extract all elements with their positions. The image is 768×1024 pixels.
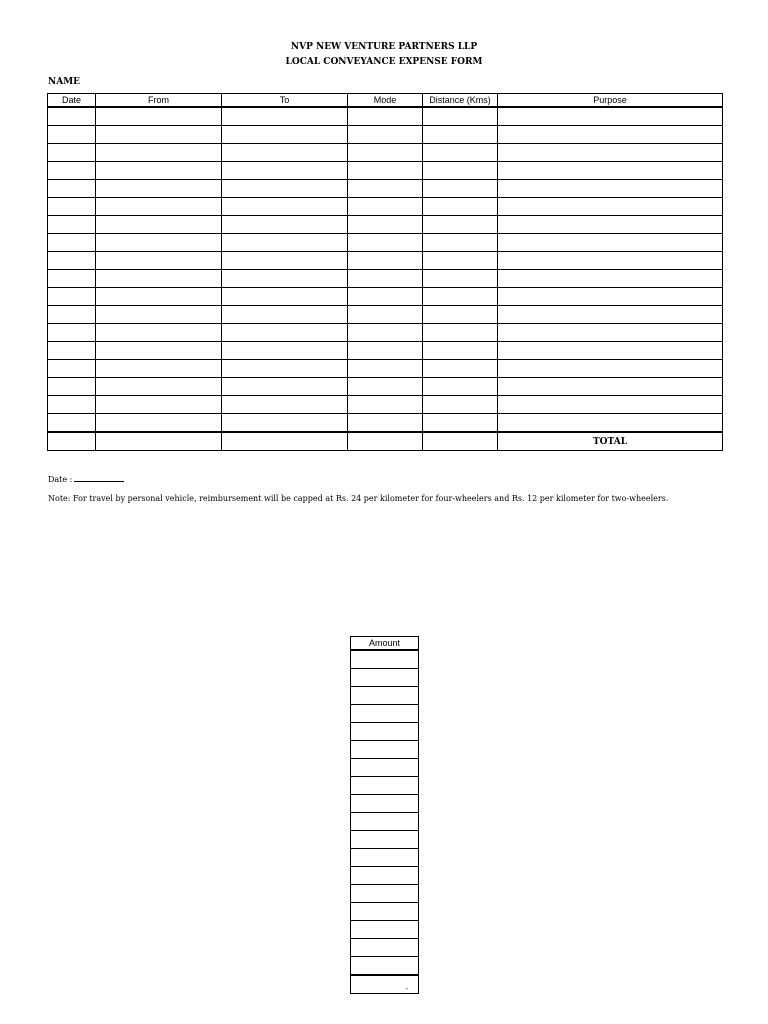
table-row — [351, 723, 419, 741]
distance-cell[interactable] — [423, 107, 498, 126]
table-row — [351, 741, 419, 759]
amount-cell[interactable] — [351, 849, 419, 867]
purpose-cell[interactable] — [498, 162, 723, 180]
date-cell[interactable] — [48, 180, 96, 198]
from-cell[interactable] — [96, 252, 222, 270]
column-header-from: From — [96, 94, 222, 108]
purpose-cell[interactable] — [498, 252, 723, 270]
date-cell[interactable] — [48, 378, 96, 396]
table-row — [351, 921, 419, 939]
purpose-cell[interactable] — [498, 107, 723, 126]
from-cell[interactable] — [96, 144, 222, 162]
table-row — [48, 270, 723, 288]
table-row — [351, 669, 419, 687]
distance-cell[interactable] — [423, 342, 498, 360]
to-cell[interactable] — [222, 396, 348, 414]
to-cell[interactable] — [222, 216, 348, 234]
table-row — [48, 378, 723, 396]
amount-cell[interactable] — [351, 705, 419, 723]
table-row — [351, 831, 419, 849]
from-cell[interactable] — [96, 288, 222, 306]
amount-cell[interactable] — [351, 903, 419, 921]
column-header-mode: Mode — [348, 94, 423, 108]
distance-cell[interactable] — [423, 252, 498, 270]
date-cell[interactable] — [48, 396, 96, 414]
mode-cell[interactable] — [348, 396, 423, 414]
total-row-cell — [96, 432, 222, 451]
to-cell[interactable] — [222, 306, 348, 324]
mode-cell[interactable] — [348, 306, 423, 324]
expense-table-body — [48, 107, 723, 432]
purpose-cell[interactable] — [498, 378, 723, 396]
to-cell[interactable] — [222, 107, 348, 126]
total-row-cell — [348, 432, 423, 451]
to-cell[interactable] — [222, 324, 348, 342]
distance-cell[interactable] — [423, 144, 498, 162]
column-header-distance: Distance (Kms) — [423, 94, 498, 108]
total-row — [48, 432, 723, 451]
to-cell[interactable] — [222, 378, 348, 396]
mode-cell[interactable] — [348, 162, 423, 180]
column-header-amount: Amount — [351, 637, 419, 651]
amount-cell[interactable] — [351, 741, 419, 759]
table-row — [351, 705, 419, 723]
distance-cell[interactable] — [423, 180, 498, 198]
purpose-cell[interactable] — [498, 270, 723, 288]
date-field — [48, 473, 124, 484]
amount-cell[interactable] — [351, 885, 419, 903]
reimbursement-note: Note: For travel by personal vehicle, reimbursement will be capped at Rs. 24 per kilometer for four-wheelers and Rs. 12 per kilometer for two-wheelers. — [48, 494, 669, 503]
amount-cell[interactable] — [351, 795, 419, 813]
date-cell[interactable] — [48, 414, 96, 433]
total-row-cell — [423, 432, 498, 451]
amount-cell[interactable] — [351, 867, 419, 885]
date-cell[interactable] — [48, 234, 96, 252]
to-cell[interactable] — [222, 252, 348, 270]
purpose-cell[interactable] — [498, 396, 723, 414]
table-row — [351, 867, 419, 885]
amount-cell[interactable] — [351, 939, 419, 957]
amount-table-header-row — [351, 637, 419, 651]
table-row — [48, 180, 723, 198]
table-row — [48, 144, 723, 162]
from-cell[interactable] — [96, 216, 222, 234]
distance-cell[interactable] — [423, 216, 498, 234]
from-cell[interactable] — [96, 378, 222, 396]
date-cell[interactable] — [48, 216, 96, 234]
mode-cell[interactable] — [348, 324, 423, 342]
table-row — [351, 849, 419, 867]
from-cell[interactable] — [96, 234, 222, 252]
total-row-cell — [222, 432, 348, 451]
table-row — [48, 216, 723, 234]
distance-cell[interactable] — [423, 234, 498, 252]
table-row — [351, 687, 419, 705]
table-row — [48, 234, 723, 252]
mode-cell[interactable] — [348, 216, 423, 234]
amount-cell[interactable] — [351, 831, 419, 849]
date-cell[interactable] — [48, 162, 96, 180]
table-row — [351, 650, 419, 669]
amount-cell[interactable] — [351, 759, 419, 777]
mode-cell[interactable] — [348, 288, 423, 306]
total-label: TOTAL — [498, 432, 723, 451]
purpose-cell[interactable] — [498, 216, 723, 234]
to-cell[interactable] — [222, 144, 348, 162]
purpose-cell[interactable] — [498, 324, 723, 342]
distance-cell[interactable] — [423, 360, 498, 378]
table-row — [351, 957, 419, 976]
to-cell[interactable] — [222, 234, 348, 252]
distance-cell[interactable] — [423, 324, 498, 342]
date-cell[interactable] — [48, 252, 96, 270]
from-cell[interactable] — [96, 270, 222, 288]
amount-total-value: - — [351, 975, 419, 994]
name-label: NAME — [48, 77, 81, 87]
distance-cell[interactable] — [423, 306, 498, 324]
to-cell[interactable] — [222, 162, 348, 180]
amount-cell[interactable] — [351, 669, 419, 687]
form-title: LOCAL CONVEYANCE EXPENSE FORM — [285, 57, 483, 67]
date-cell[interactable] — [48, 288, 96, 306]
to-cell[interactable] — [222, 288, 348, 306]
table-row — [351, 813, 419, 831]
from-cell[interactable] — [96, 107, 222, 126]
date-cell[interactable] — [48, 306, 96, 324]
purpose-cell[interactable] — [498, 126, 723, 144]
column-header-to: To — [222, 94, 348, 108]
table-row — [48, 324, 723, 342]
to-cell[interactable] — [222, 342, 348, 360]
company-name: NVP NEW VENTURE PARTNERS LLP — [290, 42, 478, 52]
table-row — [48, 198, 723, 216]
table-row — [48, 252, 723, 270]
mode-cell[interactable] — [348, 270, 423, 288]
amount-cell[interactable] — [351, 723, 419, 741]
mode-cell[interactable] — [348, 414, 423, 433]
mode-cell[interactable] — [348, 144, 423, 162]
column-header-purpose: Purpose — [498, 94, 723, 108]
to-cell[interactable] — [222, 198, 348, 216]
table-row — [48, 306, 723, 324]
distance-cell[interactable] — [423, 414, 498, 433]
purpose-cell[interactable] — [498, 144, 723, 162]
table-row — [351, 777, 419, 795]
distance-cell[interactable] — [423, 126, 498, 144]
table-row — [48, 288, 723, 306]
to-cell[interactable] — [222, 126, 348, 144]
purpose-cell[interactable] — [498, 360, 723, 378]
from-cell[interactable] — [96, 414, 222, 433]
mode-cell[interactable] — [348, 234, 423, 252]
mode-cell[interactable] — [348, 180, 423, 198]
to-cell[interactable] — [222, 180, 348, 198]
table-row — [351, 903, 419, 921]
mode-cell[interactable] — [348, 126, 423, 144]
to-cell[interactable] — [222, 414, 348, 433]
from-cell[interactable] — [96, 396, 222, 414]
purpose-cell[interactable] — [498, 288, 723, 306]
date-label: Date : — [48, 475, 73, 484]
table-row — [48, 360, 723, 378]
date-cell[interactable] — [48, 324, 96, 342]
distance-cell[interactable] — [423, 270, 498, 288]
table-row — [351, 795, 419, 813]
distance-cell[interactable] — [423, 198, 498, 216]
distance-cell[interactable] — [423, 396, 498, 414]
date-cell[interactable] — [48, 360, 96, 378]
purpose-cell[interactable] — [498, 198, 723, 216]
from-cell[interactable] — [96, 126, 222, 144]
mode-cell[interactable] — [348, 360, 423, 378]
mode-cell[interactable] — [348, 252, 423, 270]
mode-cell[interactable] — [348, 378, 423, 396]
expense-table — [47, 93, 723, 451]
expense-table-header-row — [48, 94, 723, 108]
purpose-cell[interactable] — [498, 234, 723, 252]
to-cell[interactable] — [222, 360, 348, 378]
date-cell[interactable] — [48, 144, 96, 162]
amount-total-row — [351, 975, 419, 994]
column-header-date: Date — [48, 94, 96, 108]
from-cell[interactable] — [96, 342, 222, 360]
purpose-cell[interactable] — [498, 306, 723, 324]
from-cell[interactable] — [96, 180, 222, 198]
date-blank-line[interactable] — [74, 473, 124, 482]
table-row — [351, 939, 419, 957]
date-cell[interactable] — [48, 198, 96, 216]
amount-cell[interactable] — [351, 777, 419, 795]
mode-cell[interactable] — [348, 107, 423, 126]
amount-table — [350, 636, 419, 994]
purpose-cell[interactable] — [498, 342, 723, 360]
table-row — [48, 342, 723, 360]
distance-cell[interactable] — [423, 288, 498, 306]
date-cell[interactable] — [48, 126, 96, 144]
amount-cell[interactable] — [351, 921, 419, 939]
table-row — [351, 885, 419, 903]
table-row — [48, 396, 723, 414]
to-cell[interactable] — [222, 270, 348, 288]
purpose-cell[interactable] — [498, 414, 723, 433]
date-cell[interactable] — [48, 270, 96, 288]
from-cell[interactable] — [96, 306, 222, 324]
amount-cell[interactable] — [351, 957, 419, 976]
amount-table-body — [351, 650, 419, 975]
date-cell[interactable] — [48, 107, 96, 126]
date-cell[interactable] — [48, 342, 96, 360]
from-cell[interactable] — [96, 198, 222, 216]
amount-cell[interactable] — [351, 687, 419, 705]
total-row-cell — [48, 432, 96, 451]
mode-cell[interactable] — [348, 342, 423, 360]
purpose-cell[interactable] — [498, 180, 723, 198]
distance-cell[interactable] — [423, 162, 498, 180]
table-row — [48, 414, 723, 433]
from-cell[interactable] — [96, 360, 222, 378]
table-row — [48, 107, 723, 126]
table-row — [351, 759, 419, 777]
mode-cell[interactable] — [348, 198, 423, 216]
table-row — [48, 162, 723, 180]
from-cell[interactable] — [96, 324, 222, 342]
distance-cell[interactable] — [423, 378, 498, 396]
from-cell[interactable] — [96, 162, 222, 180]
table-row — [48, 126, 723, 144]
amount-cell[interactable] — [351, 650, 419, 669]
amount-cell[interactable] — [351, 813, 419, 831]
